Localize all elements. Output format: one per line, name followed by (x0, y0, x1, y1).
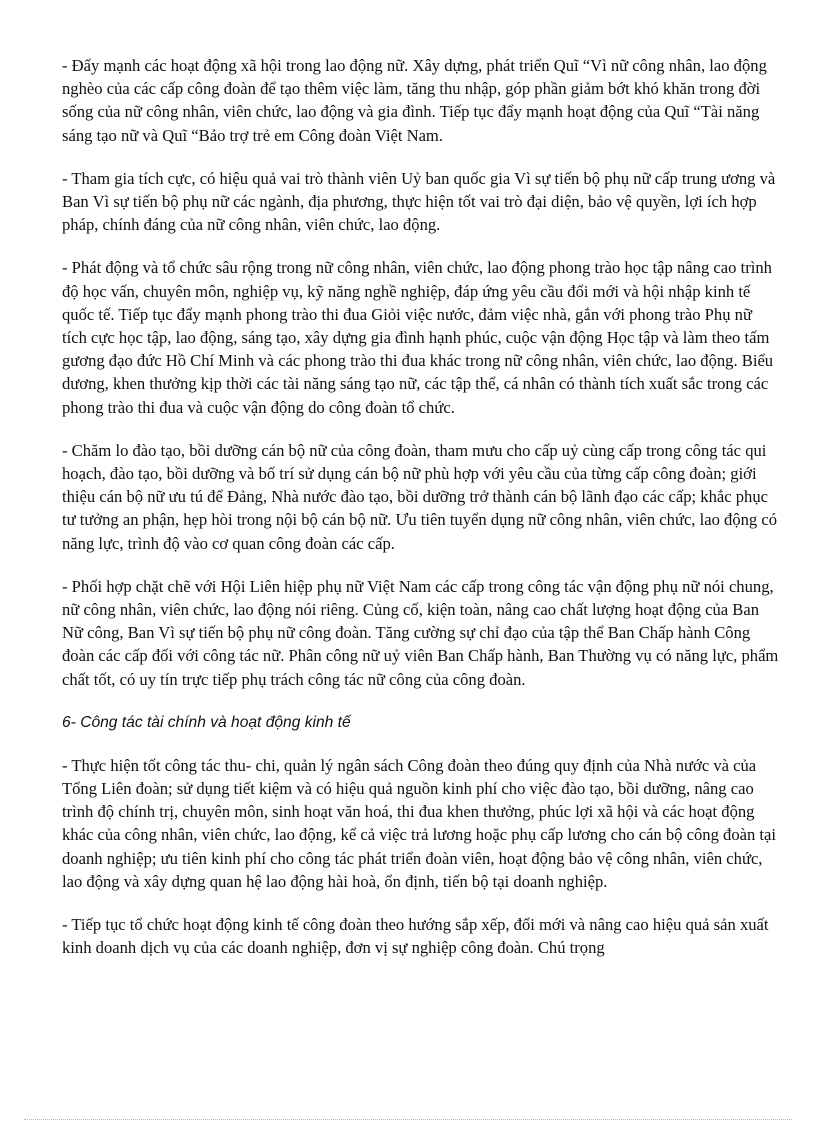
page-bottom-divider (24, 1119, 792, 1120)
paragraph-womens-union-coordination: - Phối hợp chặt chẽ với Hội Liên hiệp phụ nữ Việt Nam các cấp trong công tác vận động phụ nữ nói chung, nữ công nhân, viên chức, lao động nói riêng. Củng cố, kiện toàn, nâng cao chất lượng hoạt động của Ban Nữ công, Ban Vì sự tiến bộ phụ nữ công đoàn. Tăng cường sự chỉ đạo của tập thể Ban Chấp hành Công đoàn các cấp đối với công tác nữ. Phân công nữ uỷ viên Ban Chấp hành, Ban Thường vụ có năng lực, phẩm chất tốt, có uy tín trực tiếp phụ trách công tác nữ công của công đoàn. (62, 576, 779, 689)
paragraph-national-committee: - Tham gia tích cực, có hiệu quả vai trò thành viên Uỷ ban quốc gia Vì sự tiến bộ phụ nữ cấp trung ương và Ban Vì sự tiến bộ phụ nữ các ngành, địa phương, thực hiện tốt vai trò đại diện, bảo vệ quyền, lợi ích hợp pháp, chính đáng của nữ công nhân, viên chức, lao động. (62, 168, 776, 235)
paragraph-cadre-training: - Chăm lo đào tạo, bồi dưỡng cán bộ nữ của công đoàn, tham mưu cho cấp uỷ cùng cấp trong công tác qui hoạch, đào tạo, bồi dưỡng và bố trí sử dụng cán bộ nữ phù hợp với yêu cầu của từng cấp công đoàn; giới thiệu cán bộ nữ ưu tú để Đảng, Nhà nước đào tạo, bồi dưỡng trở thành cán bộ lãnh đạo các cấp; khắc phục tư tưởng an phận, hẹp hòi trong nội bộ cán bộ nữ. Ưu tiên tuyển dụng nữ công nhân, viên chức, lao động có năng lực, trình độ vào cơ quan công đoàn các cấp. (62, 440, 778, 553)
paragraph-learning-movement: - Phát động và tổ chức sâu rộng trong nữ công nhân, viên chức, lao động phong trào học tập nâng cao trình độ học vấn, chuyên môn, nghiệp vụ, kỹ năng nghề nghiệp, đáp ứng yêu cầu đổi mới và hội nhập kinh tế quốc tế. Tiếp tục đẩy mạnh phong trào thi đua Giỏi việc nước, đảm việc nhà, gắn với phong trào Phụ nữ tích cực học tập, lao động, sáng tạo, xây dựng gia đình hạnh phúc, cuộc vận động Học tập và làm theo tấm gương đạo đức Hồ Chí Minh và các phong trào thi đua khác trong nữ công nhân, viên chức, lao động. Biểu dương, khen thưởng kịp thời các tài năng sáng tạo nữ, các tập thể, cá nhân có thành tích xuất sắc trong các phong trào thi đua và cuộc vận động do công đoàn tổ chức. (62, 258, 774, 417)
paragraph-economic-activities: - Tiếp tục tổ chức hoạt động kinh tế công đoàn theo hướng sắp xếp, đổi mới và nâng cao hiệu quả sản xuất kinh doanh dịch vụ của các doanh nghiệp, đơn vị sự nghiệp công đoàn. Chú trọng (62, 915, 769, 958)
paragraph-budget-management: - Thực hiện tốt công tác thu- chi, quản lý ngân sách Công đoàn theo đúng quy định của Nhà nước và của Tổng Liên đoàn; sử dụng tiết kiệm và có hiệu quả nguồn kinh phí cho việc đào tạo, bồi dưỡng, nâng cao trình độ chính trị, chuyên môn, sinh hoạt văn hoá, thi đua khen thưởng, phúc lợi xã hội và các hoạt động khác của công nhân, viên chức, lao động, kể cả việc trả lương hoặc phụ cấp lương cho cán bộ công đoàn tại doanh nghiệp; ưu tiên kinh phí cho công tác phát triển đoàn viên, hoạt động bảo vệ công nhân, viên chức, lao động và xây dựng quan hệ lao động hài hoà, ổn định, tiến bộ tại doanh nghiệp. (62, 755, 777, 891)
paragraph-womens-social-activities: - Đẩy mạnh các hoạt động xã hội trong lao động nữ. Xây dựng, phát triển Quĩ “Vì nữ công nhân, lao động nghèo của các cấp công đoàn để tạo thêm việc làm, tăng thu nhập, góp phần giảm bớt khó khăn trong đời sống của nữ công nhân, viên chức, lao động và gia đình. Tiếp tục đẩy mạnh hoạt động của Quĩ “Tài năng sáng tạo nữ và Quĩ “Bảo trợ trẻ em Công đoàn Việt Nam. (62, 56, 767, 145)
section-heading-finance: 6- Công tác tài chính và hoạt động kinh tế (62, 713, 351, 731)
